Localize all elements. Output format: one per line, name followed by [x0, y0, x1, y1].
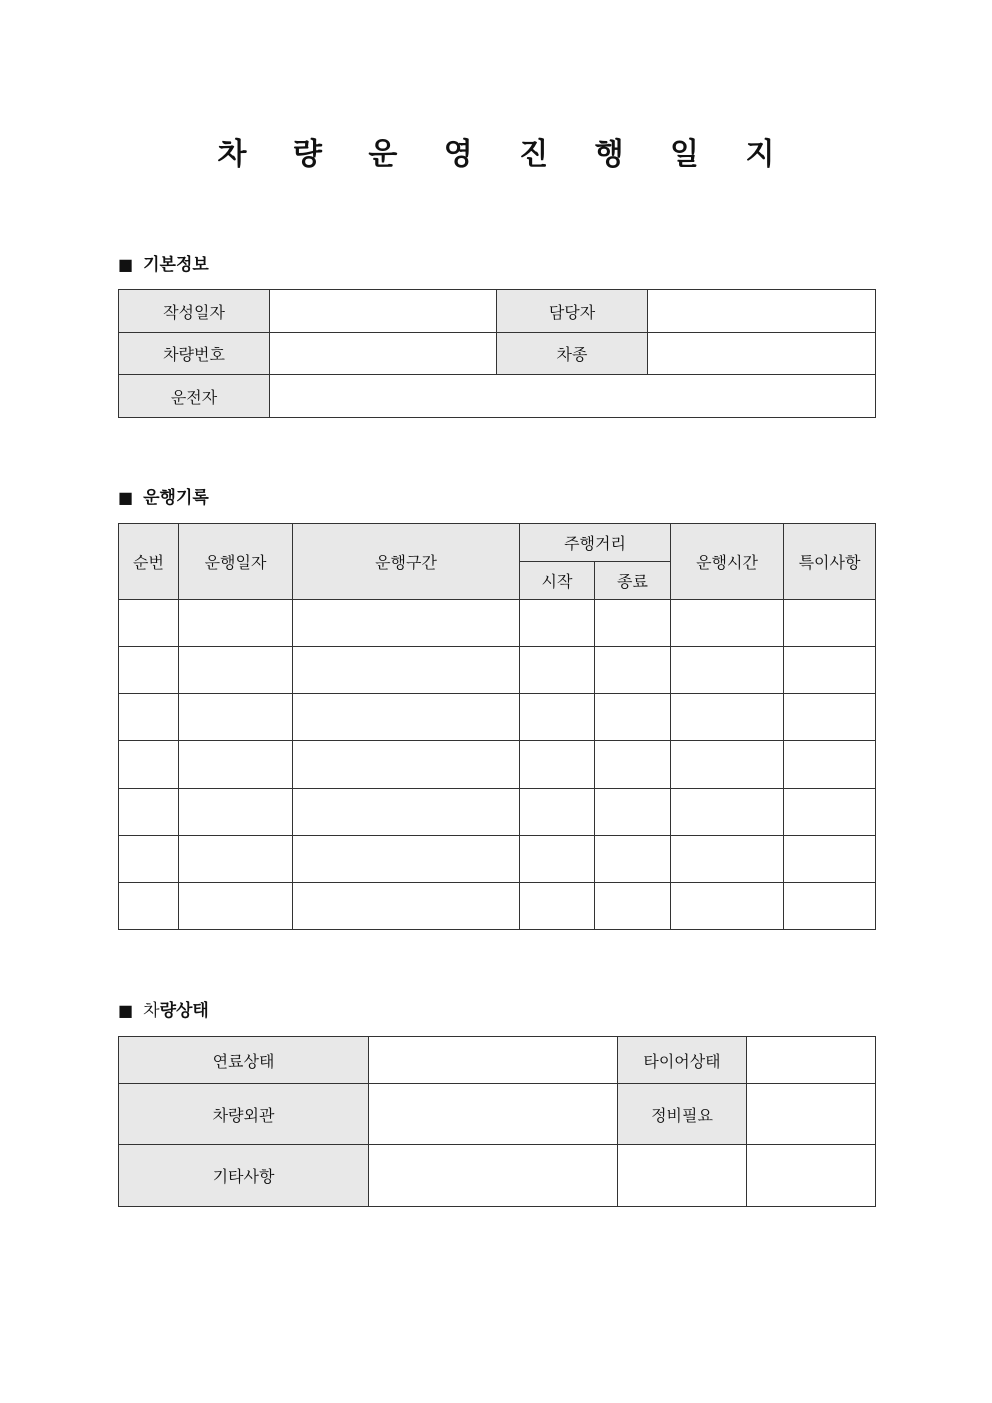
- col-distance-start-header: 시작: [520, 562, 595, 600]
- date-cell[interactable]: [179, 647, 293, 694]
- table-row: [119, 836, 876, 883]
- seq-cell[interactable]: [119, 741, 179, 789]
- col-seq-header: 순번: [119, 524, 179, 600]
- table-row: [119, 741, 876, 789]
- time-cell[interactable]: [671, 789, 784, 836]
- table-row: [119, 694, 876, 741]
- date-cell[interactable]: [179, 789, 293, 836]
- col-notes-header: 특이사항: [784, 524, 876, 600]
- vehicle-type-field[interactable]: [648, 333, 876, 375]
- notes-cell[interactable]: [784, 741, 876, 789]
- other-notes-extra-field-2[interactable]: [747, 1145, 876, 1207]
- vehicle-type-label: 차종: [497, 333, 648, 375]
- notes-cell[interactable]: [784, 694, 876, 741]
- vehicle-status-heading: [118, 999, 209, 1023]
- exterior-label: 차량외관: [119, 1084, 369, 1145]
- date-cell[interactable]: [179, 883, 293, 930]
- notes-cell[interactable]: [784, 789, 876, 836]
- exterior-field[interactable]: [369, 1084, 618, 1145]
- basic-info-heading-text: 기본정보: [143, 255, 209, 275]
- tire-status-field[interactable]: [747, 1037, 876, 1084]
- vehicle-number-field[interactable]: [270, 333, 497, 375]
- driving-record-heading-text: 운행기록: [143, 488, 209, 508]
- section-cell[interactable]: [293, 600, 520, 647]
- driver-field[interactable]: [270, 375, 876, 418]
- col-date-header: 운행일자: [179, 524, 293, 600]
- fuel-status-field[interactable]: [369, 1037, 618, 1084]
- distance-start-cell[interactable]: [520, 883, 595, 930]
- distance-start-cell[interactable]: [520, 694, 595, 741]
- vehicle-status-heading-text: 량상태: [159, 1001, 209, 1021]
- time-cell[interactable]: [671, 647, 784, 694]
- other-notes-label: 기타사항: [119, 1145, 369, 1207]
- time-cell[interactable]: [671, 694, 784, 741]
- seq-cell[interactable]: [119, 789, 179, 836]
- section-cell[interactable]: [293, 741, 520, 789]
- time-cell[interactable]: [671, 883, 784, 930]
- other-notes-field[interactable]: [369, 1145, 618, 1207]
- section-cell[interactable]: [293, 789, 520, 836]
- tire-status-label: 타이어상태: [618, 1037, 747, 1084]
- vehicle-status-heading-prefix: 차: [143, 1001, 160, 1021]
- created-date-field[interactable]: [270, 290, 497, 333]
- driver-label: 운전자: [119, 375, 270, 418]
- fuel-status-label: 연료상태: [119, 1037, 369, 1084]
- basic-info-table: [118, 289, 876, 418]
- seq-cell[interactable]: [119, 694, 179, 741]
- table-row: [119, 789, 876, 836]
- square-bullet-icon: ■: [118, 255, 134, 274]
- section-cell[interactable]: [293, 647, 520, 694]
- col-distance-end-header: 종료: [595, 562, 671, 600]
- col-distance-header: 주행거리: [520, 524, 671, 562]
- distance-start-cell[interactable]: [520, 600, 595, 647]
- maintenance-needed-label: 정비필요: [618, 1084, 747, 1145]
- time-cell[interactable]: [671, 600, 784, 647]
- notes-cell[interactable]: [784, 836, 876, 883]
- manager-label: 담당자: [497, 290, 648, 333]
- basic-info-heading: [118, 253, 209, 277]
- distance-start-cell[interactable]: [520, 789, 595, 836]
- distance-start-cell[interactable]: [520, 836, 595, 883]
- driving-record-heading: [118, 486, 209, 510]
- manager-field[interactable]: [648, 290, 876, 333]
- table-row: [119, 600, 876, 647]
- page-title: 차 량 운 영 진 행 일 지: [217, 137, 793, 172]
- distance-end-cell[interactable]: [595, 789, 671, 836]
- date-cell[interactable]: [179, 694, 293, 741]
- date-cell[interactable]: [179, 836, 293, 883]
- table-row: [119, 883, 876, 930]
- notes-cell[interactable]: [784, 600, 876, 647]
- date-cell[interactable]: [179, 741, 293, 789]
- distance-start-cell[interactable]: [520, 647, 595, 694]
- section-cell[interactable]: [293, 883, 520, 930]
- date-cell[interactable]: [179, 600, 293, 647]
- seq-cell[interactable]: [119, 883, 179, 930]
- seq-cell[interactable]: [119, 836, 179, 883]
- distance-end-cell[interactable]: [595, 883, 671, 930]
- created-date-label: 작성일자: [119, 290, 270, 333]
- other-notes-extra-field[interactable]: [618, 1145, 747, 1207]
- notes-cell[interactable]: [784, 883, 876, 930]
- col-time-header: 운행시간: [671, 524, 784, 600]
- distance-end-cell[interactable]: [595, 600, 671, 647]
- square-bullet-icon: ■: [118, 488, 134, 507]
- section-cell[interactable]: [293, 836, 520, 883]
- driving-record-table: [118, 523, 876, 930]
- table-row: [119, 647, 876, 694]
- distance-start-cell[interactable]: [520, 741, 595, 789]
- distance-end-cell[interactable]: [595, 741, 671, 789]
- square-bullet-icon: ■: [118, 1001, 134, 1020]
- vehicle-number-label: 차량번호: [119, 333, 270, 375]
- notes-cell[interactable]: [784, 647, 876, 694]
- distance-end-cell[interactable]: [595, 836, 671, 883]
- vehicle-status-table: [118, 1036, 876, 1207]
- distance-end-cell[interactable]: [595, 647, 671, 694]
- seq-cell[interactable]: [119, 600, 179, 647]
- seq-cell[interactable]: [119, 647, 179, 694]
- time-cell[interactable]: [671, 836, 784, 883]
- time-cell[interactable]: [671, 741, 784, 789]
- distance-end-cell[interactable]: [595, 694, 671, 741]
- maintenance-needed-field[interactable]: [747, 1084, 876, 1145]
- col-section-header: 운행구간: [293, 524, 520, 600]
- section-cell[interactable]: [293, 694, 520, 741]
